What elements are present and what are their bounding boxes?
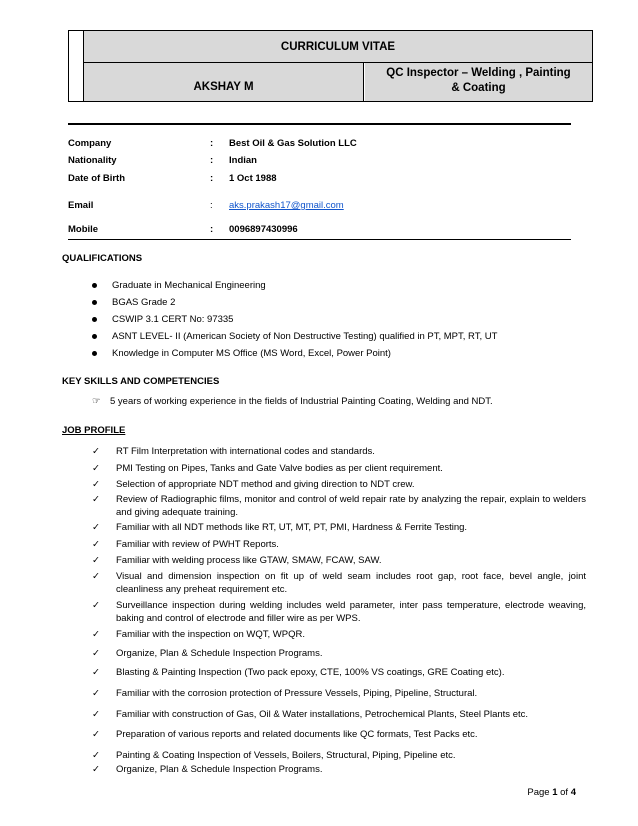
position-line-2: & Coating bbox=[451, 82, 506, 94]
cv-title: CURRICULUM VITAE bbox=[84, 31, 592, 63]
info-colon: : bbox=[210, 155, 214, 166]
checkmark-icon: ✓ bbox=[92, 648, 100, 659]
job-text: Painting & Coating Inspection of Vessels, Boilers, Structural, Piping, Pipeline etc. bbox=[116, 750, 456, 761]
job-text: RT Film Interpretation with international codes and standards. bbox=[116, 446, 375, 457]
bullet-icon bbox=[92, 300, 97, 305]
qualification-text: Graduate in Mechanical Engineering bbox=[112, 280, 266, 291]
top-divider bbox=[68, 123, 571, 125]
job-text: Selection of appropriate NDT method and giving direction to NDT crew. bbox=[116, 479, 415, 490]
bullet-icon bbox=[92, 334, 97, 339]
checkmark-icon: ✓ bbox=[92, 571, 100, 582]
list-item bbox=[92, 648, 586, 661]
checkmark-icon: ✓ bbox=[92, 764, 100, 775]
list-item bbox=[92, 479, 586, 492]
job-text: Preparation of various reports and related documents like QC formats, Test Packs etc. bbox=[116, 729, 478, 740]
checkmark-icon: ✓ bbox=[92, 446, 100, 457]
list-item bbox=[92, 571, 586, 596]
info-label: Mobile bbox=[68, 224, 99, 235]
info-colon: : bbox=[210, 138, 214, 149]
job-text: Familiar with construction of Gas, Oil & Water installations, Petrochemical Plants, Steel Plants etc. bbox=[116, 709, 529, 720]
list-item bbox=[92, 311, 497, 328]
position-line-1: QC Inspector – Welding , Painting bbox=[386, 67, 571, 79]
pointing-hand-icon: ☞ bbox=[92, 396, 101, 407]
job-text: Organize, Plan & Schedule Inspection Programs. bbox=[116, 764, 323, 775]
qualification-text: BGAS Grade 2 bbox=[112, 297, 176, 308]
info-value: 1 Oct 1988 bbox=[229, 173, 277, 184]
job-text: Familiar with all NDT methods like RT, UT, MT, PT, PMI, Hardness & Ferrite Testing. bbox=[116, 522, 468, 533]
job-text: Organize, Plan & Schedule Inspection Programs. bbox=[116, 648, 323, 659]
info-value: Best Oil & Gas Solution LLC bbox=[229, 138, 357, 149]
job-text: Visual and dimension inspection on fit up of weld seam includes root gap, root face, bevel angle, joint cleanliness any preheat requirement etc. bbox=[116, 571, 586, 595]
of-label: of bbox=[560, 787, 569, 798]
list-item bbox=[92, 555, 586, 568]
list-item bbox=[92, 463, 586, 476]
list-item bbox=[92, 750, 586, 763]
total-pages: 4 bbox=[570, 787, 576, 798]
info-divider bbox=[68, 239, 571, 240]
job-text: Familiar with review of PWHT Reports. bbox=[116, 539, 279, 550]
list-item bbox=[92, 667, 586, 680]
candidate-name: AKSHAY M bbox=[84, 63, 364, 101]
qualification-text: Knowledge in Computer MS Office (MS Word, Excel, Power Point) bbox=[112, 348, 391, 359]
checkmark-icon: ✓ bbox=[92, 600, 100, 611]
current-page: 1 bbox=[552, 787, 558, 798]
candidate-position bbox=[365, 63, 592, 101]
info-colon: : bbox=[210, 224, 214, 235]
list-item bbox=[92, 494, 586, 519]
qualification-text: CSWIP 3.1 CERT No: 97335 bbox=[112, 314, 234, 325]
qualification-text: ASNT LEVEL- II (American Society of Non Destructive Testing) qualified in PT, MPT, RT, UT bbox=[112, 331, 498, 342]
checkmark-icon: ✓ bbox=[92, 629, 100, 640]
job-text: Familiar with welding process like GTAW, SMAW, FCAW, SAW. bbox=[116, 555, 382, 566]
list-item bbox=[92, 539, 586, 552]
checkmark-icon: ✓ bbox=[92, 555, 100, 566]
list-item bbox=[92, 345, 497, 362]
job-text: PMI Testing on Pipes, Tanks and Gate Valve bodies as per client requirement. bbox=[116, 463, 443, 474]
checkmark-icon: ✓ bbox=[92, 522, 100, 533]
checkmark-icon: ✓ bbox=[92, 667, 100, 678]
skill-item bbox=[92, 396, 493, 407]
job-text: Review of Radiographic films, monitor and control of weld repair rate by analyzing the repair, explain to welders and giving adequate training. bbox=[116, 494, 586, 518]
list-item bbox=[92, 294, 497, 311]
checkmark-icon: ✓ bbox=[92, 494, 100, 505]
job-profile-heading: JOB PROFILE bbox=[62, 425, 126, 436]
info-colon: : bbox=[210, 173, 214, 184]
page-label: Page bbox=[527, 787, 550, 798]
bullet-icon bbox=[92, 351, 97, 356]
checkmark-icon: ✓ bbox=[92, 539, 100, 550]
info-label: Company bbox=[68, 138, 112, 149]
info-label: Email bbox=[68, 200, 94, 211]
page-number bbox=[527, 787, 576, 798]
checkmark-icon: ✓ bbox=[92, 709, 100, 720]
list-item bbox=[92, 446, 586, 459]
job-text: Familiar with the inspection on WQT, WPQR. bbox=[116, 629, 305, 640]
info-value: Indian bbox=[229, 155, 257, 166]
list-item bbox=[92, 328, 497, 345]
list-item bbox=[92, 629, 586, 642]
job-text: Familiar with the corrosion protection of Pressure Vessels, Piping, Pipeline, Structural. bbox=[116, 688, 478, 699]
qualifications-list bbox=[92, 277, 497, 362]
info-value: 0096897430996 bbox=[229, 224, 298, 235]
list-item bbox=[92, 522, 586, 535]
checkmark-icon: ✓ bbox=[92, 463, 100, 474]
cv-header-table bbox=[68, 30, 593, 102]
bullet-icon bbox=[92, 283, 97, 288]
qualifications-heading: QUALIFICATIONS bbox=[62, 253, 143, 264]
checkmark-icon: ✓ bbox=[92, 750, 100, 761]
list-item bbox=[92, 277, 497, 294]
info-colon: : bbox=[210, 200, 213, 211]
header-left-stripe bbox=[69, 31, 84, 101]
list-item bbox=[92, 688, 586, 701]
job-text: Surveillance inspection during welding includes weld parameter, inter pass temperature, electrode weaving, baking and control of electrode and filler wire as per WPS. bbox=[116, 600, 586, 624]
email-link[interactable]: aks.prakash17@gmail.com bbox=[229, 200, 344, 211]
job-text: Blasting & Painting Inspection (Two pack epoxy, CTE, 100% VS coatings, GRE Coating etc). bbox=[116, 667, 505, 678]
checkmark-icon: ✓ bbox=[92, 688, 100, 699]
list-item bbox=[92, 764, 586, 777]
checkmark-icon: ✓ bbox=[92, 479, 100, 490]
list-item bbox=[92, 600, 586, 625]
bullet-icon bbox=[92, 317, 97, 322]
skill-text: 5 years of working experience in the fields of Industrial Painting Coating, Welding and NDT. bbox=[110, 396, 493, 407]
info-label: Nationality bbox=[68, 155, 117, 166]
checkmark-icon: ✓ bbox=[92, 729, 100, 740]
skills-heading: KEY SKILLS AND COMPETENCIES bbox=[62, 376, 220, 387]
list-item bbox=[92, 729, 586, 742]
list-item bbox=[92, 709, 586, 722]
info-label: Date of Birth bbox=[68, 173, 125, 184]
